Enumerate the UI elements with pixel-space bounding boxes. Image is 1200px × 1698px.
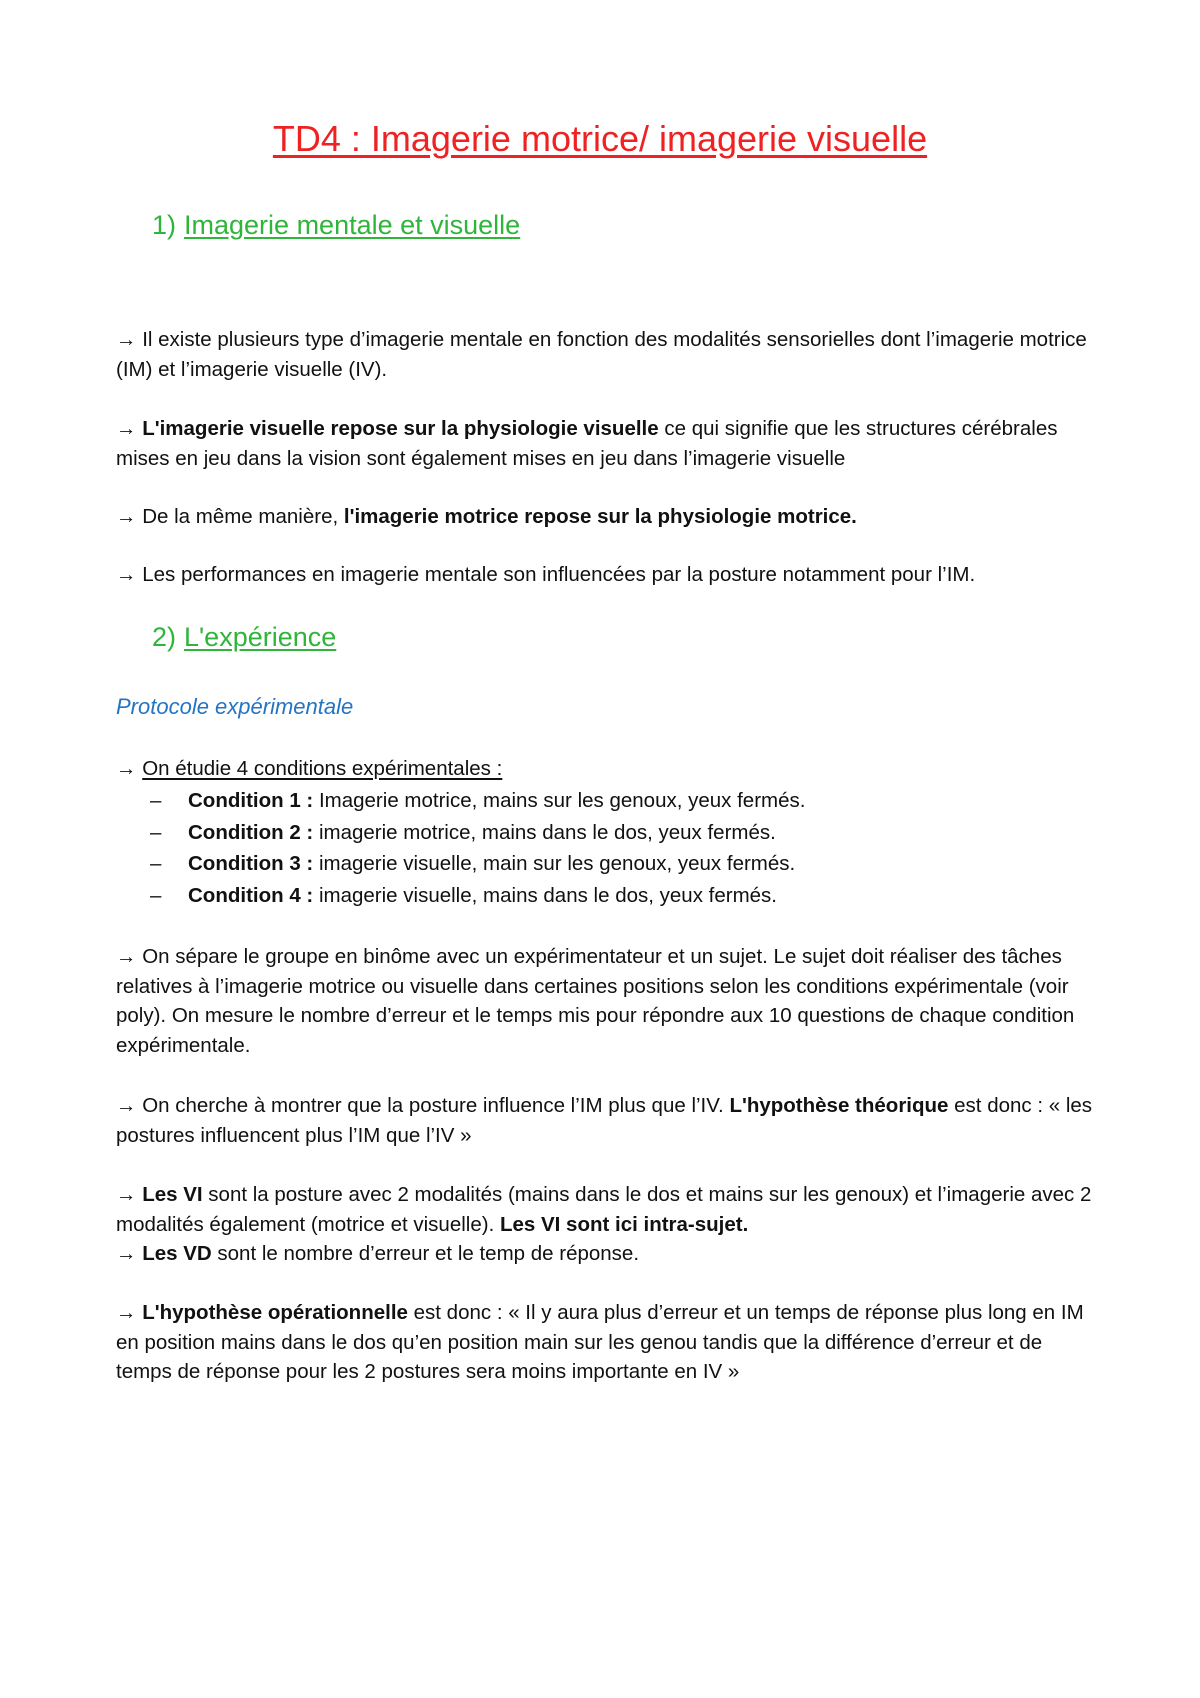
paragraph-3	[116, 502, 1101, 532]
section-1-title: Imagerie mentale et visuelle	[184, 210, 521, 240]
conditions-list	[150, 785, 805, 911]
paragraph-5-text: On étudie 4 conditions expérimentales :	[142, 757, 503, 780]
paragraph-5	[116, 754, 1101, 784]
list-item	[150, 848, 805, 880]
condition-label: Condition 3 :	[188, 852, 314, 875]
section-2-heading	[152, 622, 336, 653]
paragraph-7-text: On cherche à montrer que la posture influence l’IM plus que l’IV.	[142, 1094, 730, 1117]
dash-bullet: –	[150, 789, 162, 812]
arrow-icon: →	[116, 1183, 137, 1206]
paragraph-1	[116, 325, 1101, 384]
paragraph-9-bold: Les VD	[142, 1242, 212, 1265]
protocol-subheading: Protocole expérimentale	[116, 694, 354, 719]
list-item	[150, 785, 805, 817]
arrow-icon: →	[116, 945, 137, 968]
arrow-icon: →	[116, 328, 137, 351]
condition-label: Condition 1 :	[188, 789, 314, 812]
paragraph-8-bold-2: Les VI sont ici intra-sujet.	[499, 1212, 749, 1236]
condition-text: imagerie visuelle, main sur les genoux, yeux fermés.	[313, 852, 796, 875]
dash-bullet: –	[150, 852, 162, 875]
paragraph-10-text: est donc : « Il y aura plus d’erreur et un temps de réponse plus long en IM en position mains dans le dos qu’en position main sur les genou tandis que la différence d’erreur et de temps de réponse pour les 2 postures sera moins importante en IV »	[116, 1301, 1084, 1383]
dash-bullet: –	[150, 820, 162, 844]
arrow-icon: →	[116, 757, 137, 780]
paragraph-3-text: De la même manière,	[142, 505, 344, 528]
condition-text: imagerie visuelle, mains dans le dos, yeux fermés.	[313, 883, 777, 907]
arrow-icon: →	[116, 505, 137, 528]
arrow-icon: →	[116, 1242, 137, 1265]
paragraph-7-bold: L'hypothèse théorique	[729, 1094, 949, 1117]
arrow-icon: →	[116, 1301, 137, 1324]
paragraph-8-text: sont la posture avec 2 modalités (mains dans le dos et mains sur les genoux) et l’imagerie avec 2 modalités également (motrice et visuelle).	[116, 1183, 1092, 1236]
paragraph-4	[116, 560, 1101, 590]
paragraph-10	[116, 1298, 1101, 1387]
page-title: TD4 : Imagerie motrice/ imagerie visuelle	[272, 118, 928, 159]
paragraph-2	[116, 414, 1101, 473]
paragraph-9-text: sont le nombre d’erreur et le temp de réponse.	[211, 1242, 640, 1265]
condition-text: imagerie motrice, mains dans le dos, yeux fermés.	[313, 820, 776, 844]
paragraph-3-bold: l'imagerie motrice repose sur la physiologie motrice.	[343, 505, 857, 528]
paragraph-1-text: Il existe plusieurs type d’imagerie mentale en fonction des modalités sensorielles dont l’imagerie motrice (IM) et l’imagerie visuelle (IV).	[116, 328, 1087, 381]
paragraph-7	[116, 1091, 1101, 1150]
section-2-number: 2)	[152, 622, 177, 652]
arrow-icon: →	[116, 1094, 137, 1117]
condition-label: Condition 4 :	[188, 883, 314, 907]
paragraph-4-text: Les performances en imagerie mentale son influencées par la posture notamment pour l’IM.	[142, 563, 976, 586]
list-item	[150, 880, 805, 912]
list-item	[150, 817, 805, 849]
paragraph-2-bold: L'imagerie visuelle repose sur la physiologie visuelle	[142, 417, 659, 440]
paragraph-8-bold-1: Les VI	[142, 1183, 203, 1206]
paragraph-6-text: On sépare le groupe en binôme avec un expérimentateur et un sujet. Le sujet doit réaliser des tâches relatives à l’imagerie motrice ou visuelle dans certaines positions selon les conditions expérimentale (voir poly). On mesure le nombre d’erreur et le temps mis pour répondre aux 10 questions de chaque condition expérimentale.	[116, 945, 1075, 1057]
condition-text: Imagerie motrice, mains sur les genoux, yeux fermés.	[313, 789, 806, 812]
paragraph-6	[116, 942, 1101, 1060]
condition-label: Condition 2 :	[188, 820, 314, 844]
arrow-icon: →	[116, 563, 137, 586]
section-2-title: L'expérience	[184, 622, 337, 652]
paragraph-7-rest: est donc : « les postures influencent plus l’IM que l’IV »	[116, 1094, 1093, 1147]
paragraph-2-text: ce qui signifie que les structures cérébrales mises en jeu dans la vision sont également mises en jeu dans l’imagerie visuelle	[116, 417, 1058, 470]
paragraph-10-bold: L'hypothèse opérationnelle	[142, 1301, 408, 1324]
dash-bullet: –	[150, 883, 162, 907]
section-1-heading	[152, 210, 520, 241]
section-1-number: 1)	[152, 210, 177, 240]
arrow-icon: →	[116, 417, 137, 440]
paragraph-8	[116, 1180, 1101, 1269]
